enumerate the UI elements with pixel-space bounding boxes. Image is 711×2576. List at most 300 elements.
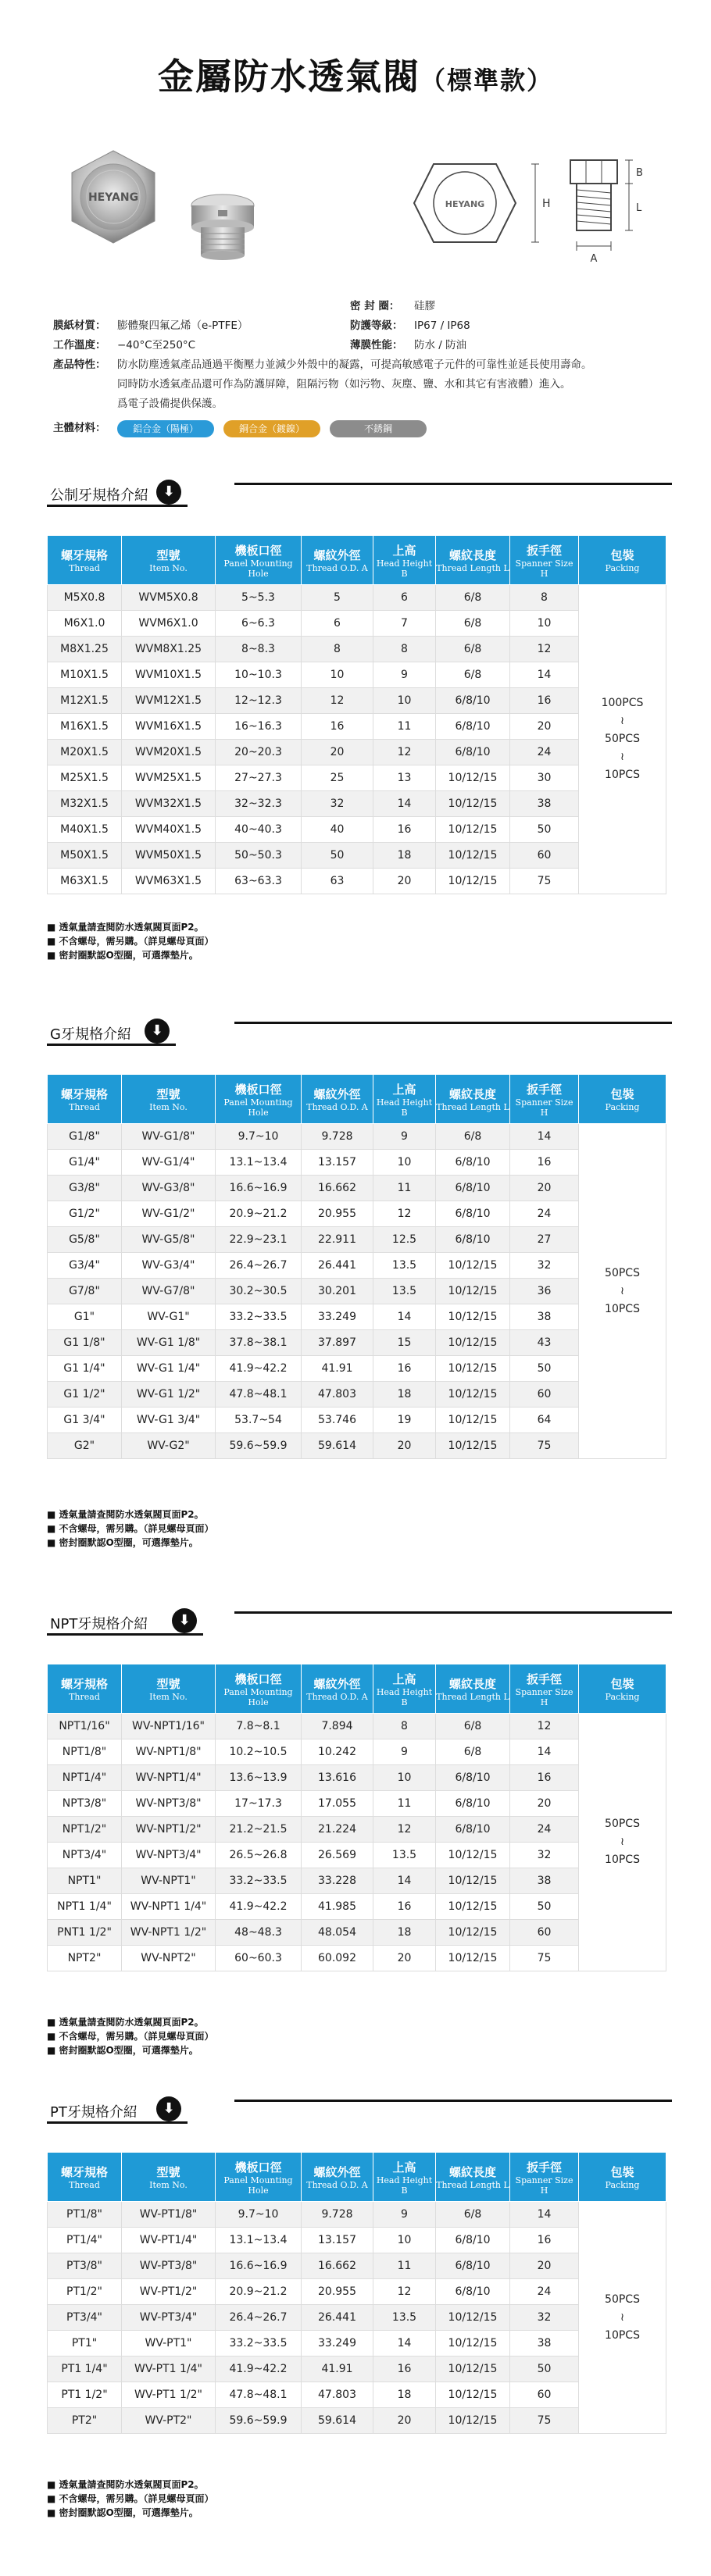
table-cell: 33.2~33.5 [216, 1868, 302, 1894]
page-title [0, 48, 711, 100]
section-head-g [47, 1015, 672, 1047]
table-row [48, 688, 666, 714]
table-cell: 9 [373, 1124, 436, 1150]
table-cell: 10 [373, 1765, 436, 1791]
table-cell: 50 [510, 1894, 579, 1920]
table-cell: 6/8/10 [436, 740, 510, 765]
table-cell: 6/8/10 [436, 1227, 510, 1253]
column-header-zh: 扳手徑 [526, 543, 562, 558]
table-cell: 59.6~59.9 [216, 2408, 302, 2434]
table-row [48, 637, 666, 662]
table-cell: 20.9~21.2 [216, 2279, 302, 2305]
table-cell: M6X1.0 [48, 611, 122, 637]
column-header-en: Packing [605, 1692, 640, 1702]
section-title: NPT牙規格介紹 [50, 1616, 148, 1632]
table-cell: 6 [302, 611, 373, 637]
table-row [48, 1739, 666, 1765]
table-row [48, 1330, 666, 1356]
table-cell: WVM25X1.5 [122, 765, 216, 791]
table-cell: 14 [510, 1124, 579, 1150]
spec-table-pt [47, 2152, 666, 2434]
packing-line: ≀ [620, 1836, 625, 1848]
table-cell: 16 [510, 1765, 579, 1791]
features-value [117, 355, 663, 414]
table-row [48, 1894, 666, 1920]
table-cell: PT1/8" [48, 2202, 122, 2228]
material-badge-stainless: 不銹鋼 [330, 420, 427, 437]
notes-npt [47, 2015, 214, 2057]
table-cell: WV-G1/2" [122, 1201, 216, 1227]
table-cell: 10~10.3 [216, 662, 302, 688]
table-cell: 64 [510, 1408, 579, 1433]
packing-line: ≀ [620, 1284, 625, 1297]
note-line: ■ 不含螺母，需另購。（詳見螺母頁面） [47, 1523, 214, 1534]
table-cell: G1 1/4" [48, 1356, 122, 1382]
table-cell: 20 [510, 1176, 579, 1201]
table-cell: 32 [510, 1253, 579, 1279]
table-cell: 37.897 [302, 1330, 373, 1356]
product-photo-small [184, 182, 262, 268]
protection-label: 防護等級： [350, 319, 403, 332]
table-row [48, 2382, 666, 2408]
packing-line: 50PCS [605, 733, 640, 745]
column-header [48, 1664, 122, 1714]
table-cell: 10/12/15 [436, 843, 510, 869]
table-cell: 32 [510, 2305, 579, 2331]
column-header [216, 536, 302, 585]
table-row [48, 611, 666, 637]
column-header-en: Thread [69, 2180, 100, 2190]
table-cell: 59.614 [302, 2408, 373, 2434]
table-cell: M16X1.5 [48, 714, 122, 740]
table-row [48, 1920, 666, 1946]
dimension-l-label: L [636, 202, 642, 214]
column-header-zh: 上高 [392, 2160, 416, 2175]
table-cell: WV-PT1/4" [122, 2228, 216, 2253]
table-cell: WV-PT3/8" [122, 2253, 216, 2279]
table-cell: 53.7~54 [216, 1408, 302, 1433]
column-header [436, 1075, 510, 1124]
table-cell: WVM5X0.8 [122, 585, 216, 611]
table-cell: 10/12/15 [436, 2408, 510, 2434]
packing-line: ≀ [620, 2310, 625, 2324]
table-cell: WV-G1 1/8" [122, 1330, 216, 1356]
column-header [216, 1664, 302, 1714]
table-cell: 26.441 [302, 2305, 373, 2331]
features-line-3: 爲電子設備提供保護。 [117, 398, 223, 410]
table-cell: 19 [373, 1408, 436, 1433]
table-cell: 10/12/15 [436, 1356, 510, 1382]
table-cell: 13.616 [302, 1765, 373, 1791]
table-cell: NPT1 1/4" [48, 1894, 122, 1920]
note-line: ■ 透氣量請查閱防水透氣閥頁面P2。 [47, 2017, 204, 2028]
section-title: 公制牙規格介紹 [50, 487, 148, 504]
table-cell: 6/8/10 [436, 1817, 510, 1843]
table-row [48, 869, 666, 894]
spec-table-metric [47, 535, 666, 894]
note-line: ■ 不含螺母，需另購。（詳見螺母頁面） [47, 936, 214, 947]
table-cell: 21.2~21.5 [216, 1817, 302, 1843]
column-header-en: Thread [69, 1692, 100, 1702]
table-cell: 40~40.3 [216, 817, 302, 843]
table-cell: 13.157 [302, 1150, 373, 1176]
table-cell: 59.614 [302, 1433, 373, 1459]
table-cell: WVM63X1.5 [122, 869, 216, 894]
table-cell: WV-PT1" [122, 2331, 216, 2357]
table-cell: 9.728 [302, 1124, 373, 1150]
table-cell: 6/8/10 [436, 2228, 510, 2253]
table-cell: 26.441 [302, 1253, 373, 1279]
table-cell: 8 [510, 585, 579, 611]
column-header-en: Packing [605, 563, 640, 573]
table-cell: 5~5.3 [216, 585, 302, 611]
table-row [48, 1227, 666, 1253]
table-cell: WV-PT3/4" [122, 2305, 216, 2331]
column-header [510, 1664, 579, 1714]
table-cell: 10/12/15 [436, 1946, 510, 1971]
column-header-en: Thread Length L [436, 1102, 509, 1112]
table-cell: M40X1.5 [48, 817, 122, 843]
table-cell: WV-PT1/2" [122, 2279, 216, 2305]
table-cell: 6/8/10 [436, 688, 510, 714]
table-cell: 6/8 [436, 662, 510, 688]
table-row [48, 1304, 666, 1330]
table-cell: 18 [373, 1920, 436, 1946]
spec-table-g [47, 1074, 666, 1459]
column-header-en: Panel Mounting Hole [223, 1686, 293, 1707]
column-header-zh: 螺紋長度 [448, 548, 496, 562]
column-header-en: Thread O.D. A [306, 2180, 368, 2190]
table-cell: G3/4" [48, 1253, 122, 1279]
column-header-zh: 上高 [392, 1082, 416, 1097]
column-header [579, 536, 666, 585]
table-cell: 60~60.3 [216, 1946, 302, 1971]
column-header-en: Thread Length L [436, 563, 509, 573]
arrow-down-icon: ⬇ [156, 2096, 181, 2121]
column-header [48, 536, 122, 585]
table-cell: 33.249 [302, 1304, 373, 1330]
table-row [48, 1382, 666, 1408]
table-cell: 12 [373, 740, 436, 765]
table-cell: 13.5 [373, 1843, 436, 1868]
table-cell: 7.8~8.1 [216, 1714, 302, 1739]
table-cell: WV-G5/8" [122, 1227, 216, 1253]
column-header-zh: 螺牙規格 [60, 2165, 108, 2179]
product-area [47, 129, 672, 285]
table-cell: 43 [510, 1330, 579, 1356]
membrane-material-label: 膜紙材質： [53, 319, 106, 332]
column-header-en: Head Height B [376, 1686, 433, 1707]
table-cell: 10 [373, 1150, 436, 1176]
column-header-en: Panel Mounting Hole [223, 1097, 293, 1118]
table-cell: 10/12/15 [436, 1894, 510, 1920]
table-cell: WVM32X1.5 [122, 791, 216, 817]
table-cell: WV-NPT3/8" [122, 1791, 216, 1817]
table-cell: 63 [302, 869, 373, 894]
table-cell: NPT1/2" [48, 1817, 122, 1843]
table-cell: 14 [510, 1739, 579, 1765]
table-cell: WV-NPT1/8" [122, 1739, 216, 1765]
brand-logo-text: HEYANG [88, 191, 139, 204]
column-header-zh: 扳手徑 [526, 1082, 562, 1097]
table-cell: 5 [302, 585, 373, 611]
table-cell: WV-G3/4" [122, 1253, 216, 1279]
table-cell: 20 [510, 2253, 579, 2279]
table-cell: 16 [373, 817, 436, 843]
table-row [48, 1279, 666, 1304]
table-cell: 13.6~13.9 [216, 1765, 302, 1791]
table-cell: 11 [373, 714, 436, 740]
table-cell: WV-G1 3/4" [122, 1408, 216, 1433]
table-cell: 10/12/15 [436, 2331, 510, 2357]
note-line: ■ 透氣量請查閱防水透氣閥頁面P2。 [47, 1509, 204, 1520]
table-cell: NPT1" [48, 1868, 122, 1894]
table-cell: 20.955 [302, 2279, 373, 2305]
column-header-en: Head Height B [376, 558, 433, 579]
column-header [579, 1075, 666, 1124]
column-header [122, 2153, 216, 2202]
column-header-en: Item No. [149, 1692, 188, 1702]
table-cell: PT2" [48, 2408, 122, 2434]
table-cell: 18 [373, 1382, 436, 1408]
column-header-en: Head Height B [376, 1097, 433, 1118]
table-cell: 33.249 [302, 2331, 373, 2357]
table-cell: PT1" [48, 2331, 122, 2357]
table-cell: 10/12/15 [436, 1408, 510, 1433]
table-cell: 13.157 [302, 2228, 373, 2253]
table-cell: 60 [510, 1382, 579, 1408]
table-cell: 8 [302, 637, 373, 662]
table-row [48, 2279, 666, 2305]
temperature-label: 工作溫度： [53, 339, 106, 351]
table-cell: 13.5 [373, 2305, 436, 2331]
table-cell: 22.9~23.1 [216, 1227, 302, 1253]
table-cell: NPT3/4" [48, 1843, 122, 1868]
table-cell: 75 [510, 1946, 579, 1971]
table-cell: 10/12/15 [436, 1253, 510, 1279]
table-row [48, 1791, 666, 1817]
top-view-drawing [398, 144, 555, 262]
note-line: ■ 透氣量請查閱防水透氣閥頁面P2。 [47, 922, 204, 933]
table-row [48, 1714, 666, 1739]
section-head-pt [47, 2093, 672, 2125]
note-line: ■ 不含螺母，需另購。（詳見螺母頁面） [47, 2493, 214, 2504]
table-cell: 6/8 [436, 1124, 510, 1150]
material-badge-aluminum: 鋁合金（陽極） [117, 420, 214, 437]
table-cell: 9.7~10 [216, 2202, 302, 2228]
table-cell: 6/8/10 [436, 1150, 510, 1176]
table-row [48, 1176, 666, 1201]
table-cell: 37.8~38.1 [216, 1330, 302, 1356]
features-label: 產品特性： [53, 359, 106, 371]
table-row [48, 2408, 666, 2434]
table-cell: 16 [510, 688, 579, 714]
table-cell: G1/2" [48, 1201, 122, 1227]
table-cell: 48.054 [302, 1920, 373, 1946]
column-header [302, 1664, 373, 1714]
table-cell: 12.5 [373, 1227, 436, 1253]
table-cell: M50X1.5 [48, 843, 122, 869]
table-row [48, 2202, 666, 2228]
packing-cell [579, 585, 666, 894]
table-row [48, 1765, 666, 1791]
table-cell: 6/8 [436, 2202, 510, 2228]
table-cell: 32~32.3 [216, 791, 302, 817]
table-row [48, 1408, 666, 1433]
table-cell: 10 [373, 688, 436, 714]
product-photo-large [63, 146, 164, 248]
packing-line: 50PCS [605, 1818, 640, 1830]
title-sub: （標準款） [420, 66, 553, 95]
notes-metric [47, 920, 214, 962]
column-header [122, 1075, 216, 1124]
table-cell: M8X1.25 [48, 637, 122, 662]
table-cell: 10 [302, 662, 373, 688]
column-header-zh: 螺紋外徑 [313, 1087, 361, 1101]
table-cell: 13.5 [373, 1253, 436, 1279]
table-cell: PT1 1/4" [48, 2357, 122, 2382]
table-cell: 12 [302, 688, 373, 714]
column-header [48, 1075, 122, 1124]
table-cell: 20 [373, 1433, 436, 1459]
column-header-en: Spanner Size H [515, 1097, 573, 1118]
side-view-drawing [555, 144, 664, 293]
table-row [48, 791, 666, 817]
table-cell: 6/8/10 [436, 2279, 510, 2305]
table-cell: 6/8/10 [436, 1176, 510, 1201]
table-cell: 6/8 [436, 1714, 510, 1739]
table-cell: 13.1~13.4 [216, 1150, 302, 1176]
table-cell: 15 [373, 1330, 436, 1356]
table-cell: 6/8/10 [436, 1765, 510, 1791]
table-cell: M25X1.5 [48, 765, 122, 791]
table-cell: 6/8 [436, 1739, 510, 1765]
table-cell: 10/12/15 [436, 1433, 510, 1459]
column-header-zh: 螺牙規格 [60, 548, 108, 562]
table-cell: 10/12/15 [436, 2305, 510, 2331]
column-header [48, 2153, 122, 2202]
table-row [48, 2357, 666, 2382]
table-row [48, 1946, 666, 1971]
table-row [48, 714, 666, 740]
column-header [579, 2153, 666, 2202]
table-cell: 14 [373, 791, 436, 817]
table-cell: 36 [510, 1279, 579, 1304]
table-cell: M10X1.5 [48, 662, 122, 688]
column-header [510, 536, 579, 585]
column-header [579, 1664, 666, 1714]
table-cell: 60 [510, 2382, 579, 2408]
table-cell: WV-NPT1" [122, 1868, 216, 1894]
column-header [302, 2153, 373, 2202]
table-cell: 41.9~42.2 [216, 2357, 302, 2382]
table-cell: M5X0.8 [48, 585, 122, 611]
table-cell: 32 [510, 1843, 579, 1868]
table-cell: 60 [510, 843, 579, 869]
packing-line: 100PCS [601, 697, 644, 709]
table-cell: 75 [510, 2408, 579, 2434]
protection-value: IP67 / IP68 [414, 319, 470, 332]
column-header-en: Thread O.D. A [306, 563, 368, 573]
table-cell: M63X1.5 [48, 869, 122, 894]
table-row [48, 2253, 666, 2279]
table-cell: 20 [510, 1791, 579, 1817]
table-cell: G1" [48, 1304, 122, 1330]
packing-line: 10PCS [605, 1854, 640, 1866]
packing-line: ≀ [620, 715, 625, 727]
table-row [48, 843, 666, 869]
table-cell: 11 [373, 2253, 436, 2279]
drawing-brand: HEYANG [445, 199, 485, 209]
table-cell: 10 [510, 611, 579, 637]
table-cell: 10.242 [302, 1739, 373, 1765]
table-cell: 10/12/15 [436, 1279, 510, 1304]
table-cell: 30.2~30.5 [216, 1279, 302, 1304]
column-header [373, 1075, 436, 1124]
table-cell: 11 [373, 1791, 436, 1817]
table-cell: G2" [48, 1433, 122, 1459]
table-cell: 20 [373, 869, 436, 894]
table-row [48, 1253, 666, 1279]
column-header-en: Spanner Size H [515, 1686, 573, 1707]
dimension-a-label: A [590, 253, 598, 265]
table-cell: 8 [373, 1714, 436, 1739]
table-cell: 13 [373, 765, 436, 791]
table-cell: 41.9~42.2 [216, 1356, 302, 1382]
table-cell: 10/12/15 [436, 791, 510, 817]
table-cell: 16 [510, 1150, 579, 1176]
column-header-zh: 上高 [392, 543, 416, 558]
table-cell: 12 [373, 2279, 436, 2305]
table-cell: 27 [510, 1227, 579, 1253]
column-header [373, 536, 436, 585]
table-cell: 11 [373, 1176, 436, 1201]
table-row [48, 585, 666, 611]
table-cell: 13.1~13.4 [216, 2228, 302, 2253]
table-cell: 21.224 [302, 1817, 373, 1843]
table-cell: 41.9~42.2 [216, 1894, 302, 1920]
column-header-zh: 上高 [392, 1672, 416, 1686]
table-cell: 16~16.3 [216, 714, 302, 740]
table-cell: WV-PT1/8" [122, 2202, 216, 2228]
note-line: ■ 密封圈默認O型圈，可選擇墊片。 [47, 2045, 198, 2056]
table-cell: WV-NPT1 1/2" [122, 1920, 216, 1946]
column-header [302, 1075, 373, 1124]
table-cell: WV-G1" [122, 1304, 216, 1330]
table-cell: PT1 1/2" [48, 2382, 122, 2408]
table-cell: 14 [373, 1868, 436, 1894]
table-cell: NPT1/16" [48, 1714, 122, 1739]
table-cell: 20.955 [302, 1201, 373, 1227]
table-cell: 14 [510, 2202, 579, 2228]
table-cell: 6/8 [436, 585, 510, 611]
column-header-zh: 扳手徑 [526, 2160, 562, 2175]
section-title: PT牙規格介紹 [50, 2104, 138, 2121]
dimension-h-label: H [542, 198, 551, 210]
table-row [48, 765, 666, 791]
packing-line: 50PCS [605, 1266, 640, 1279]
packing-line: 10PCS [605, 2328, 640, 2342]
table-cell: 50 [302, 843, 373, 869]
table-cell: 10/12/15 [436, 765, 510, 791]
table-cell: 60.092 [302, 1946, 373, 1971]
table-cell: G1 3/4" [48, 1408, 122, 1433]
membrane-props-value: 防水 / 防油 [414, 339, 467, 351]
note-line: ■ 透氣量請查閱防水透氣閥頁面P2。 [47, 2479, 204, 2490]
table-cell: 20 [373, 1946, 436, 1971]
table-cell: 8 [373, 637, 436, 662]
table-cell: 6/8/10 [436, 1791, 510, 1817]
